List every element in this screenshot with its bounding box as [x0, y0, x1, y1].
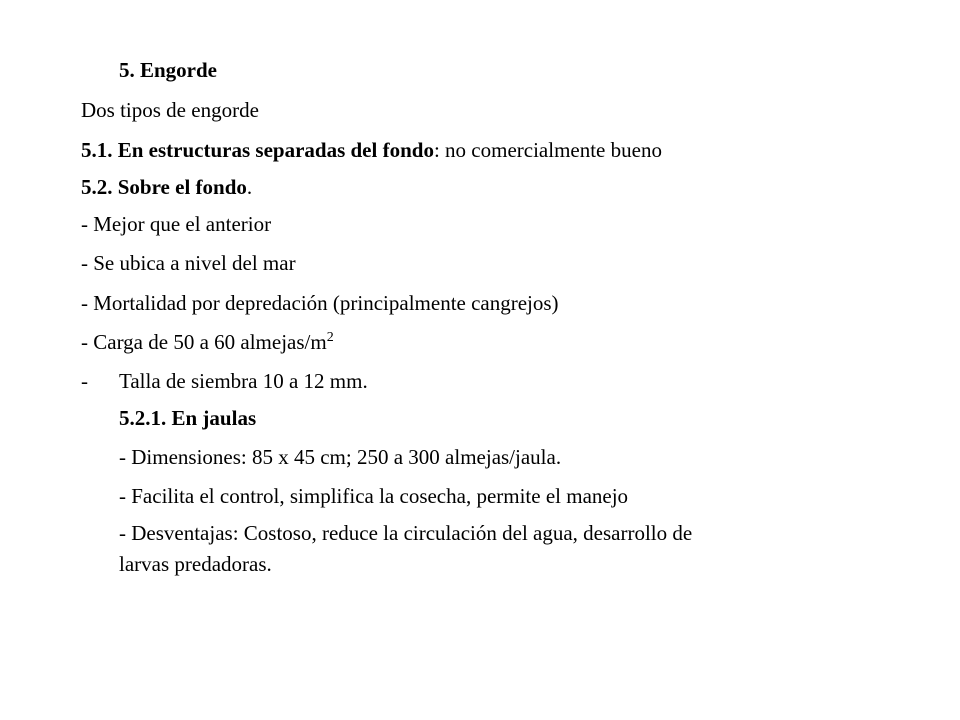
sub-item-desventajas-line1: - Desventajas: Costoso, reduce la circulación del agua, desarrollo de: [119, 521, 693, 545]
item-5-2: [81, 174, 252, 200]
item-5-2-rest: .: [246, 175, 253, 199]
carga-superscript: 2: [326, 330, 334, 345]
sub-item-desventajas-line2: larvas predadoras.: [119, 552, 272, 576]
item-5-2-title: 5.2. Sobre el fondo: [81, 175, 247, 199]
talla-dash: -: [81, 369, 88, 393]
sub-item-facilita: - Facilita el control, simplifica la cosecha, permite el manejo: [119, 484, 629, 508]
intro-text: Dos tipos de engorde: [81, 98, 259, 122]
bullet-mejor: - Mejor que el anterior: [81, 212, 272, 236]
section-heading: 5. Engorde: [119, 58, 218, 82]
carga-text: - Carga de 50 a 60 almejas/m: [81, 330, 327, 354]
bullet-mortalidad: - Mortalidad por depredación (principalmente cangrejos): [81, 291, 559, 315]
bullet-carga: [81, 329, 334, 355]
bullet-talla: [81, 368, 88, 394]
sub-item-dimensiones: - Dimensiones: 85 x 45 cm; 250 a 300 almejas/jaula.: [119, 445, 562, 469]
item-5-1: [81, 137, 662, 163]
item-5-1-title: 5.1. En estructuras separadas del fondo: [81, 138, 434, 162]
item-5-1-rest: : no comercialmente bueno: [433, 138, 662, 162]
subsection-title: 5.2.1. En jaulas: [119, 406, 257, 430]
talla-text: Talla de siembra 10 a 12 mm.: [119, 369, 368, 393]
bullet-nivel: - Se ubica a nivel del mar: [81, 251, 296, 275]
